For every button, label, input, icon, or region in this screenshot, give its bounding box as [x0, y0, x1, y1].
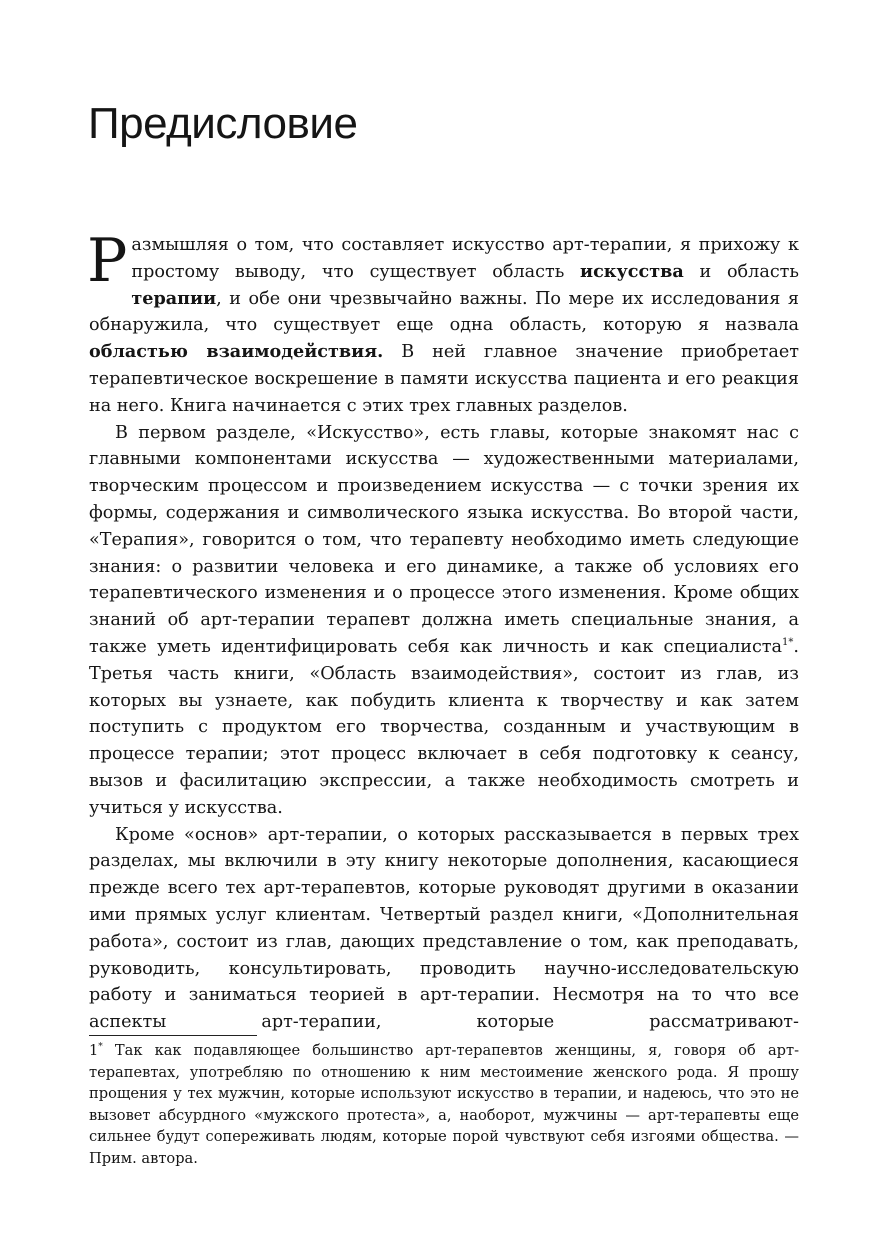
- footnote-text: Так как подавляющее большинство арт-терапевтов женщины, я, говоря об арт-терапевтах, употребляю по отношению к ним местоимение женского рода. Я прошу прощения у тех мужчин, которые используют искусство в терапии, и надеюсь, что это не вызовет абсурдного «мужского протеста», а, наоборот, мужчины — арт-терапевты еще сильнее будут сопереживать людям, которые порой чувствуют себя изгоями общества. — Прим. автора.: [89, 1042, 799, 1167]
- paragraph-2-text-b: . Третья часть книги, «Область взаимодействия», состоит из глав, из которых вы узнаете, как побудить клиента к творчеству и как затем поступить с продуктом его творчества, созданным и участвующим в процессе терапии; этот процесс включает в себя подготовку к сеансу, вызов и фасилитацию экспрессии, а также необходимость смотреть и учиться у искусства.: [89, 636, 799, 818]
- term-interaction-area: областью взаимодействия.: [89, 341, 384, 363]
- paragraph-1-text-d: В ней главное значение приобретает терапевтическое воскрешение в памяти искусства пациента и его реакция на него. Книга начинается с этих трех главных разделов.: [89, 342, 799, 416]
- paragraph-3-text-a: Кроме «основ» арт-терапии, о которых рассказывается в первых трех разделах, мы включили в эту книгу некоторые дополнения, касающиеся прежде всего тех арт-терапевтов, которые руководят другими в оказании ими прямых услуг клиентам. Четвертый раздел книги, «Дополнительная работа», состоит из глав, дающих представление о том, как преподавать, руководить, консультировать, проводить научно-исследовательскую работу и заниматься теорией в арт-терапии. Несмотря на то что все аспекты арт-терапии, которые рассматривают-: [89, 824, 799, 1033]
- drop-cap: Р: [87, 226, 128, 296]
- main-text: [87, 226, 799, 1036]
- paragraph-2-text-a: В первом разделе, «Искусство», есть главы, которые знакомят нас с главными компонентами искусства — художественными материалами, творческим процессом и произведением искусства — с точки зрения их формы, содержания и символического языка искусства. Во второй части, «Терапия», говорится о том, что терапевту необходимо иметь следующие знания: о развитии человека и его динамике, а также об условиях его терапевтического изменения и о процессе этого изменения. Кроме общих знаний об арт-терапии терапевт должна иметь специальные знания, а также уметь идентифицировать себя как личность и как специалиста: [89, 422, 799, 657]
- paragraph-1-text-b: и область: [683, 261, 799, 282]
- footnote: [89, 1040, 799, 1170]
- paragraph-1-text-a: азмышляя о том, что составляет искусство арт-терапии, я прихожу к простому выводу, что существует область: [131, 235, 799, 282]
- footnote-reference: 1*: [782, 637, 794, 649]
- footnote-star: *: [98, 1042, 103, 1053]
- paragraph-1: [87, 226, 799, 420]
- paragraph-3: [89, 822, 799, 1036]
- term-art: искусства: [580, 260, 684, 282]
- term-therapy: терапии: [131, 287, 217, 309]
- paragraph-1-text-c: , и обе они чрезвычайно важны. По мере их исследования я обнаружила, что существует еще одна область, которую я назвала: [89, 288, 799, 336]
- footnote-divider: [89, 1035, 257, 1036]
- footnote-number: 1: [89, 1042, 99, 1059]
- chapter-title: Предисловие: [88, 99, 358, 148]
- paragraph-2: [89, 420, 799, 822]
